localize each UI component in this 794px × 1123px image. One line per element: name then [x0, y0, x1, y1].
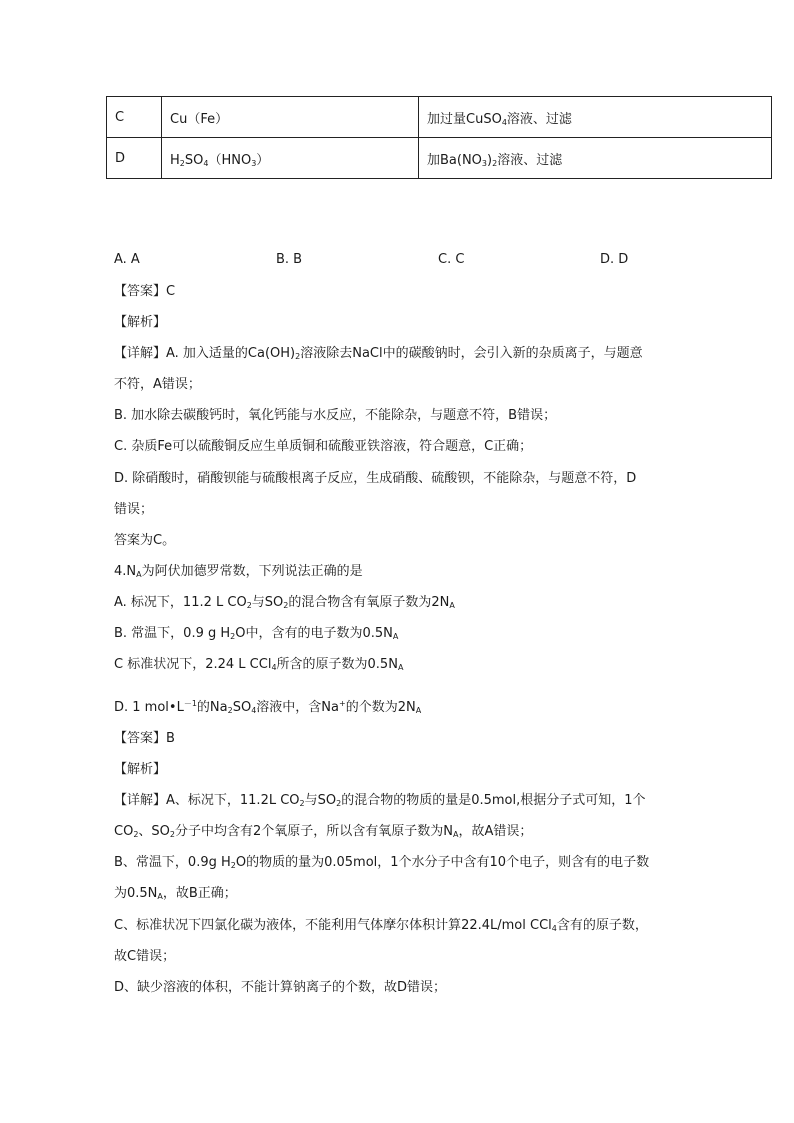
choice-c: C. C — [438, 252, 465, 267]
row-method: 加过量CuSO$_4$溶液、过滤 — [419, 97, 772, 138]
q4-detail-line: 故C错误； — [114, 949, 176, 964]
choice-b: B. B — [276, 252, 303, 267]
q3-detail-line: 【详解】A. 加入适量的$Ca(OH)_2$溶液除去NaCl中的碳酸钠时，会引入新的杂质离子，与题意 — [114, 346, 643, 361]
q4-answer: 【答案】B — [114, 731, 175, 746]
q4-detail-line: 为$0.5N_A$，故B正确； — [114, 886, 237, 901]
q3-detail-line: B. 加水除去碳酸钙时，氧化钙能与水反应，不能除杂，与题意不符，B错误； — [114, 408, 557, 423]
q4-detail-line: C、标准状况下四氯化碳为液体，不能利用气体摩尔体积计算22.4L/mol CCl$_4$含有的原子数， — [114, 918, 648, 933]
q4-detail-line: D、缺少溶液的体积，不能计算钠离子的个数，故D错误； — [114, 980, 447, 995]
row-letter: D — [107, 138, 162, 179]
choice-d: D. D — [600, 252, 629, 267]
choice-a: A. A — [114, 252, 140, 267]
q4-stem: $4.N_A$为阿伏加德罗常数，下列说法正确的是 — [114, 564, 363, 579]
q3-detail-line: D. 除硝酸时，硝酸钡能与硫酸根离子反应，生成硝酸、硫酸钡，不能除杂，与题意不符，D — [114, 471, 637, 486]
q4-analysis-heading: 【解析】 — [114, 762, 167, 777]
q4-detail-line: B、常温下，0.9g $H_2O$的物质的量为0.05mol，1个水分子中含有10个电子，则含有的电子数 — [114, 855, 650, 870]
q3-detail-line: C. 杂质Fe可以硫酸铜反应生单质铜和硫酸亚铁溶液，符合题意，C正确； — [114, 439, 533, 454]
q4-option-d: D. 1 $mol•L^{-1}$的$Na_2SO_4$溶液中，含Na+的个数为$2N_A$ — [114, 699, 422, 715]
q3-detail-line: 不符，A错误； — [114, 377, 201, 392]
row-letter: C — [107, 97, 162, 138]
q3-detail-line: 错误； — [114, 502, 154, 517]
q4-option-a: A. 标况下，11.2 L $CO_2$与$SO_2$的混合物含有氧原子数为$2N_A$ — [114, 595, 455, 610]
q4-option-c: C 标准状况下，2.24 L CCl$_4$所含的原子数为$0.5N_A$ — [114, 657, 404, 672]
q3-analysis-heading: 【解析】 — [114, 315, 167, 330]
q4-option-b: B. 常温下，0.9 g $H_2O$中，含有的电子数为$0.5N_A$ — [114, 626, 399, 641]
q3-answer: 【答案】C — [114, 284, 176, 299]
q4-detail-line: 【详解】A、标况下，11.2L $CO_2$与$SO_2$的混合物的物质的量是0.5mol,根据分子式可知，1个 — [114, 793, 646, 808]
q4-detail-line: $CO_2$、$SO_2$分子中均含有2个氧原子，所以含有氧原子数为$N_A$，故A错误； — [114, 824, 533, 839]
row-substance: Cu（Fe） — [162, 97, 419, 138]
q3-detail-line: 答案为C。 — [114, 533, 176, 548]
options-table — [106, 96, 772, 179]
row-method: 加$Ba(NO_3)_2$溶液、过滤 — [419, 138, 772, 179]
row-substance: $H_2SO_4(HNO_3)$ — [162, 138, 419, 179]
table-row — [107, 138, 772, 179]
table-row — [107, 97, 772, 138]
